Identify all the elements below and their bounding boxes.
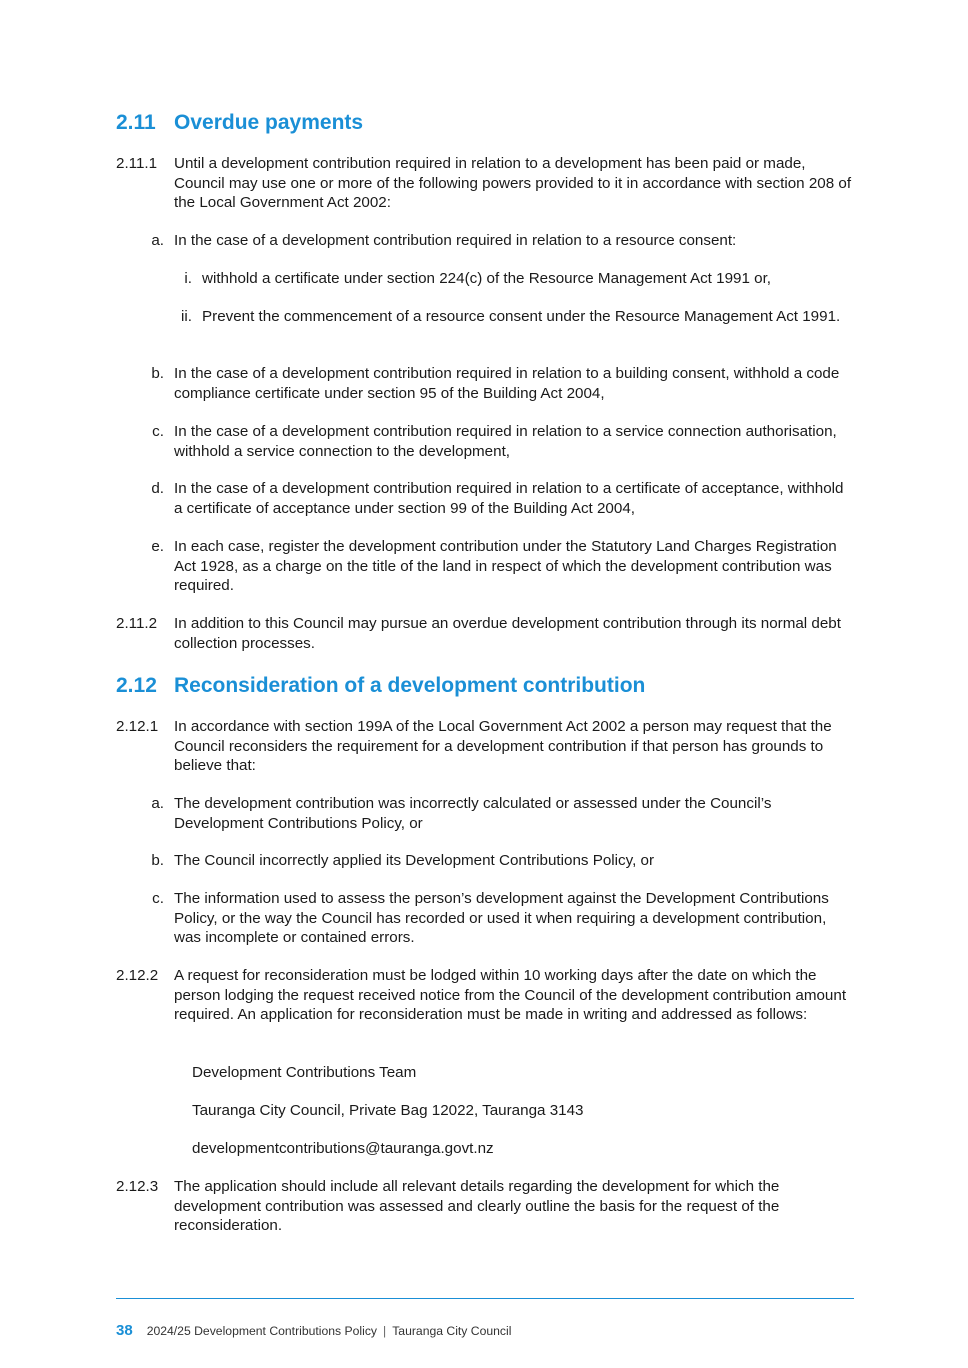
list-item-2-11-1-a-i: [184, 269, 856, 289]
list-marker: i.: [184, 270, 192, 287]
clause-text: Until a development contribution required in relation to a development has been paid or made, Council may use one or more of the following powers provided to it in accordance with section 208 of the Local Government Act 2002:: [174, 155, 852, 211]
clause-text: The application should include all relevant details regarding the development for which the development contribution was assessed and clearly outline the basis for the request of the reconsideration.: [174, 1178, 780, 1234]
list-item-2-12-1-a: [151, 794, 856, 833]
clause-2-12-3: [116, 1177, 856, 1236]
clause-text: In addition to this Council may pursue an overdue development contribution through its normal debt collection processes.: [174, 615, 841, 652]
section-heading-2-11: [116, 110, 363, 136]
list-item-text: withhold a certificate under section 224(c) of the Resource Management Act 1991 or,: [202, 270, 772, 287]
list-item-2-11-1-a: [151, 231, 856, 251]
clause-2-11-2: [116, 614, 856, 653]
clause-number: 2.12.3: [116, 1178, 159, 1195]
address-team: Development Contributions Team: [192, 1064, 417, 1081]
list-marker: c.: [152, 423, 164, 440]
section-number: 2.11: [116, 111, 156, 134]
list-item-2-11-1-c: [152, 422, 856, 461]
list-item-2-11-1-b: [151, 364, 856, 403]
clause-number: 2.12.2: [116, 967, 159, 984]
clause-text: A request for reconsideration must be lodged within 10 working days after the date on which the person lodging the request received notice from the Council of the development contribution amount required. An application for reconsideration must be made in writing and addressed as follows:: [174, 967, 847, 1023]
list-marker: ii.: [181, 308, 192, 325]
list-item-text: In the case of a development contribution required in relation to a building consent, withhold a code compliance certificate under section 95 of the Building Act 2004,: [174, 365, 840, 402]
clause-number: 2.11.1: [116, 155, 158, 172]
address-email[interactable]: developmentcontributions@tauranga.govt.nz: [192, 1140, 494, 1157]
list-item-text: In the case of a development contribution required in relation to a service connection authorisation, withhold a service connection to the development,: [174, 423, 837, 460]
list-item-2-11-1-a-ii: [181, 307, 856, 327]
clause-text: In accordance with section 199A of the Local Government Act 2002 a person may request that the Council reconsiders the requirement for a development contribution if that person has grounds to believe that:: [174, 718, 832, 774]
list-marker: e.: [151, 538, 164, 555]
address-postal: Tauranga City Council, Private Bag 12022, Tauranga 3143: [192, 1102, 584, 1119]
list-item-2-11-1-d: [151, 479, 856, 518]
clause-number: 2.12.1: [116, 718, 159, 735]
section-number: 2.12: [116, 674, 157, 697]
footer-separator: |: [383, 1324, 387, 1338]
footer-organisation: Tauranga City Council: [392, 1324, 512, 1338]
footer-divider: [116, 1298, 854, 1299]
list-item-text: The information used to assess the person’s development against the Development Contributions Policy, or the way the Council has recorded or used it when requiring a development contribution, was incomplete or contained errors.: [174, 890, 829, 946]
section-heading-2-12: [116, 673, 645, 699]
list-item-text: In each case, register the development contribution under the Statutory Land Charges Registration Act 1928, as a charge on the title of the land in respect of which the development contribution was required.: [174, 538, 837, 594]
section-title: Reconsideration of a development contribution: [174, 674, 646, 697]
page-footer: [116, 1322, 511, 1340]
section-title: Overdue payments: [174, 111, 364, 134]
list-item-text: In the case of a development contribution required in relation to a certificate of acceptance, withhold a certificate of acceptance under section 99 of the Building Act 2004,: [174, 480, 844, 517]
list-marker: b.: [151, 852, 164, 869]
list-item-2-11-1-e: [151, 537, 856, 596]
list-marker: b.: [151, 365, 164, 382]
list-item-2-12-1-c: [152, 889, 856, 948]
list-marker: a.: [151, 795, 164, 812]
clause-number: 2.11.2: [116, 615, 158, 632]
list-item-text: In the case of a development contribution required in relation to a resource consent:: [174, 232, 737, 249]
list-marker: d.: [151, 480, 164, 497]
footer-document-title: 2024/25 Development Contributions Policy: [146, 1324, 378, 1338]
clause-2-12-1: [116, 717, 856, 776]
list-item-text: Prevent the commencement of a resource consent under the Resource Management Act 1991.: [202, 308, 841, 325]
list-item-text: The Council incorrectly applied its Development Contributions Policy, or: [174, 852, 655, 869]
page-number: 38: [116, 1322, 133, 1339]
clause-2-12-2: [116, 966, 856, 1025]
list-item-2-12-1-b: [151, 851, 856, 871]
list-marker: a.: [151, 232, 164, 249]
list-marker: c.: [152, 890, 164, 907]
list-item-text: The development contribution was incorrectly calculated or assessed under the Council’s Development Contributions Policy, or: [174, 795, 772, 832]
clause-2-11-1: [116, 154, 856, 213]
